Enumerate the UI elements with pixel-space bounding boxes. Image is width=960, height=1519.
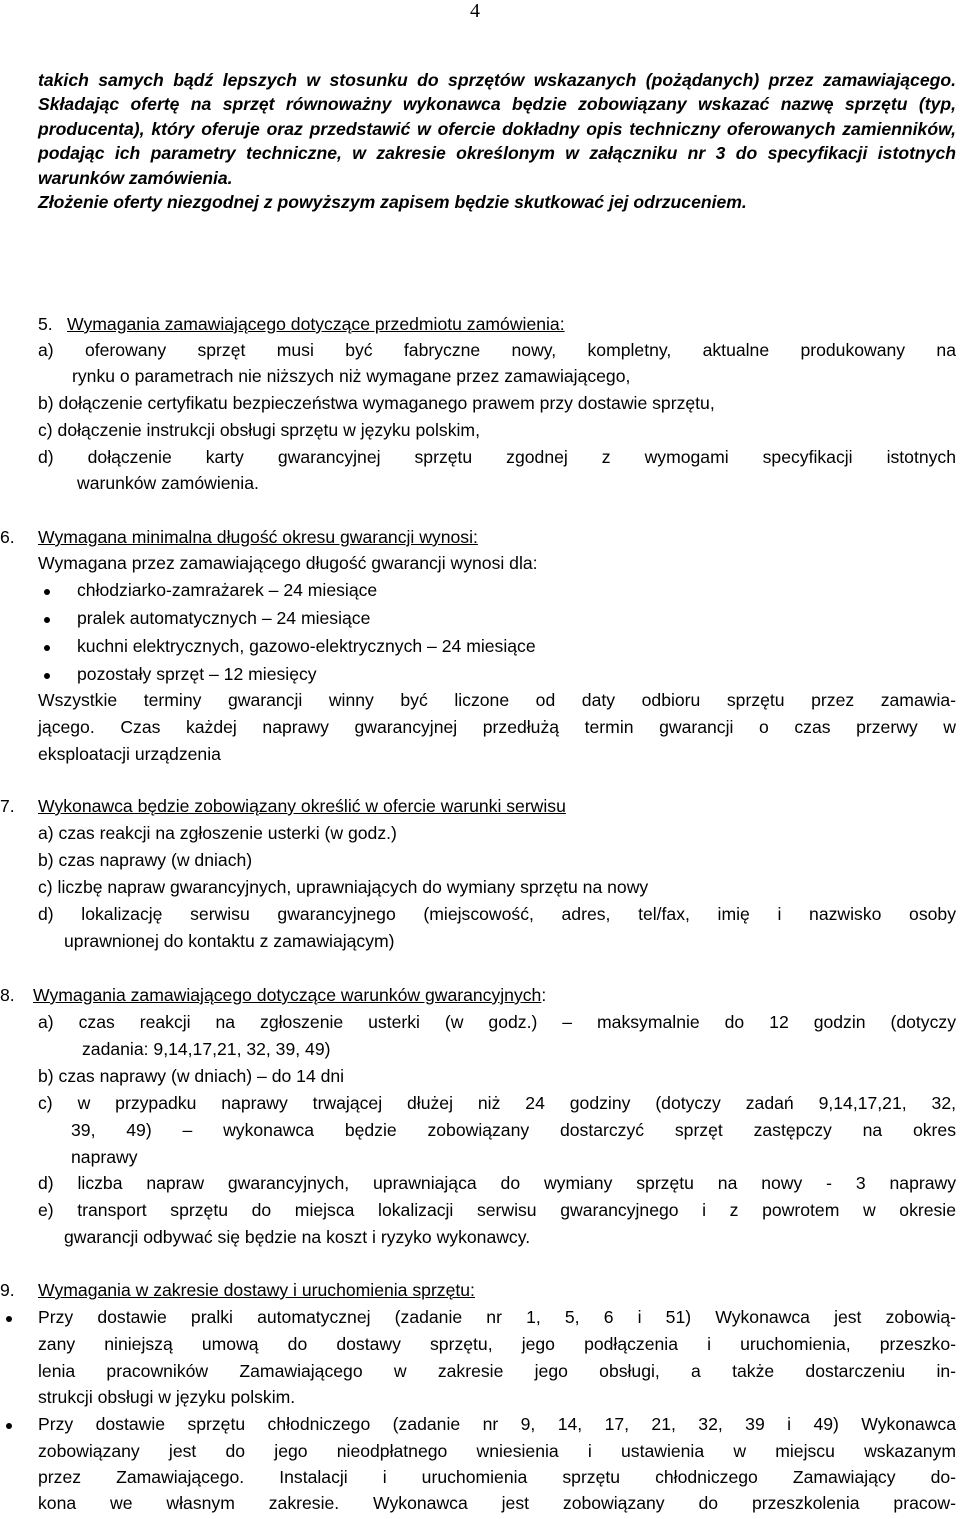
section-5-item-a-line1: a) oferowany sprzęt musi być fabryczne nowy, kompletny, aktualne produkowany na xyxy=(38,340,956,360)
section-6-lead: Wymagana przez zamawiającego długość gwarancji wynosi dla: xyxy=(38,553,538,573)
section-5-item-b: b) dołączenie certyfikatu bezpieczeństwa wymaganego prawem przy dostawie sprzętu, xyxy=(38,393,715,413)
section-8-title: Wymagania zamawiającego dotyczące warunków gwarancyjnych xyxy=(33,985,542,1005)
section-6-number: 6. xyxy=(0,527,15,547)
section-8-item-c-line3: naprawy xyxy=(71,1147,138,1167)
section-5-title: Wymagania zamawiającego dotyczące przedmiotu zamówienia: xyxy=(67,314,565,334)
section-8-item-c-line1: c) w przypadku naprawy trwającej dłużej niż 24 godziny (dotyczy zadań 9,14,17,21, 32, xyxy=(38,1093,956,1113)
section-9-bullet2-line2: zobowiązany jest do jego nieodpłatnego wniesienia i ustawienia w miejscu wskazanym xyxy=(38,1441,956,1461)
section-6-title: Wymagana minimalna długość okresu gwarancji wynosi: xyxy=(38,527,478,547)
section-7-title: Wykonawca będzie zobowiązany określić w ofercie warunki serwisu xyxy=(38,796,566,816)
section-9-title: Wymagania w zakresie dostawy i uruchomienia sprzętu: xyxy=(38,1280,475,1300)
intro-paragraph xyxy=(38,68,956,214)
bullet-icon xyxy=(6,1316,12,1322)
warranty-item-4: pozostały sprzęt – 12 miesięcy xyxy=(77,664,317,684)
section-6-paragraph-line2: jącego. Czas każdej naprawy gwarancyjnej przedłużą termin gwarancji o czas przerwy w xyxy=(38,717,956,737)
section-9-bullet2-line4: kona we własnym zakresie. Wykonawca jest zobowiązany do przeszkolenia pracow- xyxy=(38,1493,956,1513)
section-8-item-a-line2: zadania: 9,14,17,21, 32, 39, 49) xyxy=(82,1039,331,1059)
section-8-item-e-line2: gwarancji odbywać się będzie na koszt i ryzyko wykonawcy. xyxy=(64,1227,531,1247)
section-6-paragraph-line1: Wszystkie terminy gwarancji winny być liczone od daty odbioru sprzętu przez zamawia- xyxy=(38,690,956,710)
section-8-item-d: d) liczba napraw gwarancyjnych, uprawniająca do wymiany sprzętu na nowy - 3 naprawy xyxy=(38,1173,956,1193)
section-8-item-e-line1: e) transport sprzętu do miejsca lokalizacji serwisu gwarancyjnego i z powrotem w okresie xyxy=(38,1200,956,1220)
intro-text-1: takich samych bądź lepszych w stosunku do sprzętów wskazanych (pożądanych) przez zamawiającego. Składając ofertę na sprzęt równoważny wykonawca będzie zobowiązany wskazać nazwę sprzętu (typ, producenta), który oferuje oraz przedstawić w ofercie dokładny opis techniczny oferowanych zamienników, podając ich parametry techniczne, w zakresie określonym w załączniku nr 3 do specyfikacji istotnych warunków zamówienia. xyxy=(38,70,956,188)
section-8-title-wrap xyxy=(33,985,546,1006)
section-9-bullet2-line1: Przy dostawie sprzętu chłodniczego (zadanie nr 9, 14, 17, 21, 32, 39 i 49) Wykonawca xyxy=(38,1414,956,1434)
intro-text-2: Złożenie oferty niezgodnej z powyższym zapisem będzie skutkować jej odrzuceniem. xyxy=(38,192,747,213)
bullet-icon xyxy=(44,617,50,623)
section-8-item-a-line1: a) czas reakcji na zgłoszenie usterki (w godz.) – maksymalnie do 12 godzin (dotyczy xyxy=(38,1012,956,1032)
section-7-item-d-line2: uprawnionej do kontaktu z zamawiającym) xyxy=(64,931,395,951)
section-5-item-d-line2: warunków zamówienia. xyxy=(77,473,259,493)
section-5-number: 5. xyxy=(38,314,53,334)
section-9-bullet1-line3: lenia pracowników Zamawiającego w zakresie jego obsługi, a także dostarczeniu in- xyxy=(38,1361,956,1381)
section-8-item-b: b) czas naprawy (w dniach) – do 14 dni xyxy=(38,1066,345,1086)
section-9-bullet1-line4: strukcji obsługi w języku polskim. xyxy=(38,1387,296,1407)
section-6-paragraph-line3: eksploatacji urządzenia xyxy=(38,744,221,764)
section-7-number: 7. xyxy=(0,796,15,816)
section-8-number: 8. xyxy=(0,985,15,1005)
section-8-title-colon: : xyxy=(541,985,547,1005)
section-8-item-c-line2: 39, 49) – wykonawca będzie zobowiązany dostarczyć sprzęt zastępczy na okres xyxy=(71,1120,956,1140)
bullet-icon xyxy=(44,645,50,651)
bullet-icon xyxy=(44,673,50,679)
bullet-icon xyxy=(6,1423,12,1429)
section-7-item-b: b) czas naprawy (w dniach) xyxy=(38,850,253,870)
bullet-icon xyxy=(44,589,50,595)
section-9-bullet1-line2: zany niniejszą umową do dostawy sprzętu, jego podłączenia i uruchomienia, przeszko- xyxy=(38,1334,956,1354)
section-9-bullet1-line1: Przy dostawie pralki automatycznej (zadanie nr 1, 5, 6 i 51) Wykonawca jest zobowią- xyxy=(38,1307,956,1327)
page-number: 4 xyxy=(470,0,480,22)
warranty-item-2: pralek automatycznych – 24 miesiące xyxy=(77,608,371,628)
section-5-item-a-line2: rynku o parametrach nie niższych niż wymagane przez zamawiającego, xyxy=(72,366,631,386)
section-7-item-c: c) liczbę napraw gwarancyjnych, uprawniających do wymiany sprzętu na nowy xyxy=(38,877,649,897)
warranty-item-3: kuchni elektrycznych, gazowo-elektrycznych – 24 miesiące xyxy=(77,636,536,656)
section-5-item-d-line1: d) dołączenie karty gwarancyjnej sprzętu zgodnej z wymogami specyfikacji istotnych xyxy=(38,447,956,467)
section-9-bullet2-line3: przez Zamawiającego. Instalacji i uruchomienia sprzętu chłodniczego Zamawiający do- xyxy=(38,1467,956,1487)
section-5-item-c: c) dołączenie instrukcji obsługi sprzętu w języku polskim, xyxy=(38,420,480,440)
section-9-number: 9. xyxy=(0,1280,15,1300)
section-7-item-a: a) czas reakcji na zgłoszenie usterki (w godz.) xyxy=(38,823,397,843)
warranty-item-1: chłodziarko-zamrażarek – 24 miesiące xyxy=(77,580,378,600)
section-7-item-d-line1: d) lokalizację serwisu gwarancyjnego (miejscowość, adres, tel/fax, imię i nazwisko osoby xyxy=(38,904,956,924)
